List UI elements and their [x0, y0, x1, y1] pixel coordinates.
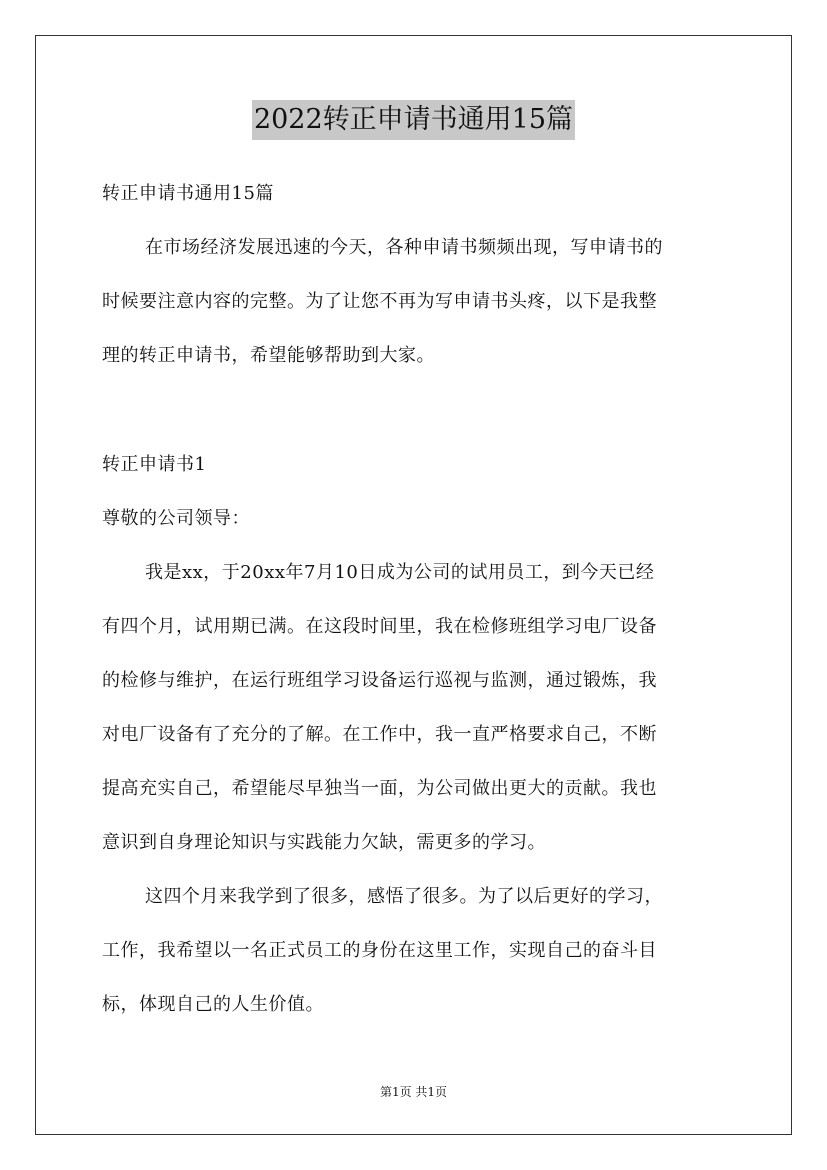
- body-line: 对电厂设备有了充分的了解。在工作中，我一直严格要求自己，不断: [102, 724, 657, 745]
- document-title: 2022转正申请书通用15篇: [252, 100, 575, 140]
- body-line: 标，体现自己的人生价值。: [102, 994, 324, 1015]
- body-line: 的检修与维护，在运行班组学习设备运行巡视与监测，通过锻炼，我: [102, 670, 657, 691]
- page-number-footer: 第1页 共1页: [379, 1085, 448, 1099]
- intro-line: 理的转正申请书，希望能够帮助到大家。: [102, 345, 435, 366]
- section-heading: 转正申请书1: [102, 454, 207, 475]
- salutation: 尊敬的公司领导：: [102, 508, 250, 529]
- body-line: 意识到自身理论知识与实践能力欠缺，需更多的学习。: [102, 832, 546, 853]
- body-line: 有四个月，试用期已满。在这段时间里，我在检修班组学习电厂设备: [102, 616, 657, 637]
- body-line: 提高充实自己，希望能尽早独当一面，为公司做出更大的贡献。我也: [102, 778, 657, 799]
- intro-line: 在市场经济发展迅速的今天，各种申请书频频出现，写申请书的: [145, 237, 663, 258]
- subtitle: 转正申请书通用15篇: [102, 183, 274, 204]
- body-line: 我是xx，于20xx年7月10日成为公司的试用员工，到今天已经: [145, 562, 655, 583]
- title-container: [0, 100, 827, 140]
- intro-line: 时候要注意内容的完整。为了让您不再为写申请书头疼，以下是我整: [102, 291, 657, 312]
- body-line: 这四个月来我学到了很多，感悟了很多。为了以后更好的学习，: [145, 886, 663, 907]
- body-line: 工作，我希望以一名正式员工的身份在这里工作，实现自己的奋斗目: [102, 940, 657, 961]
